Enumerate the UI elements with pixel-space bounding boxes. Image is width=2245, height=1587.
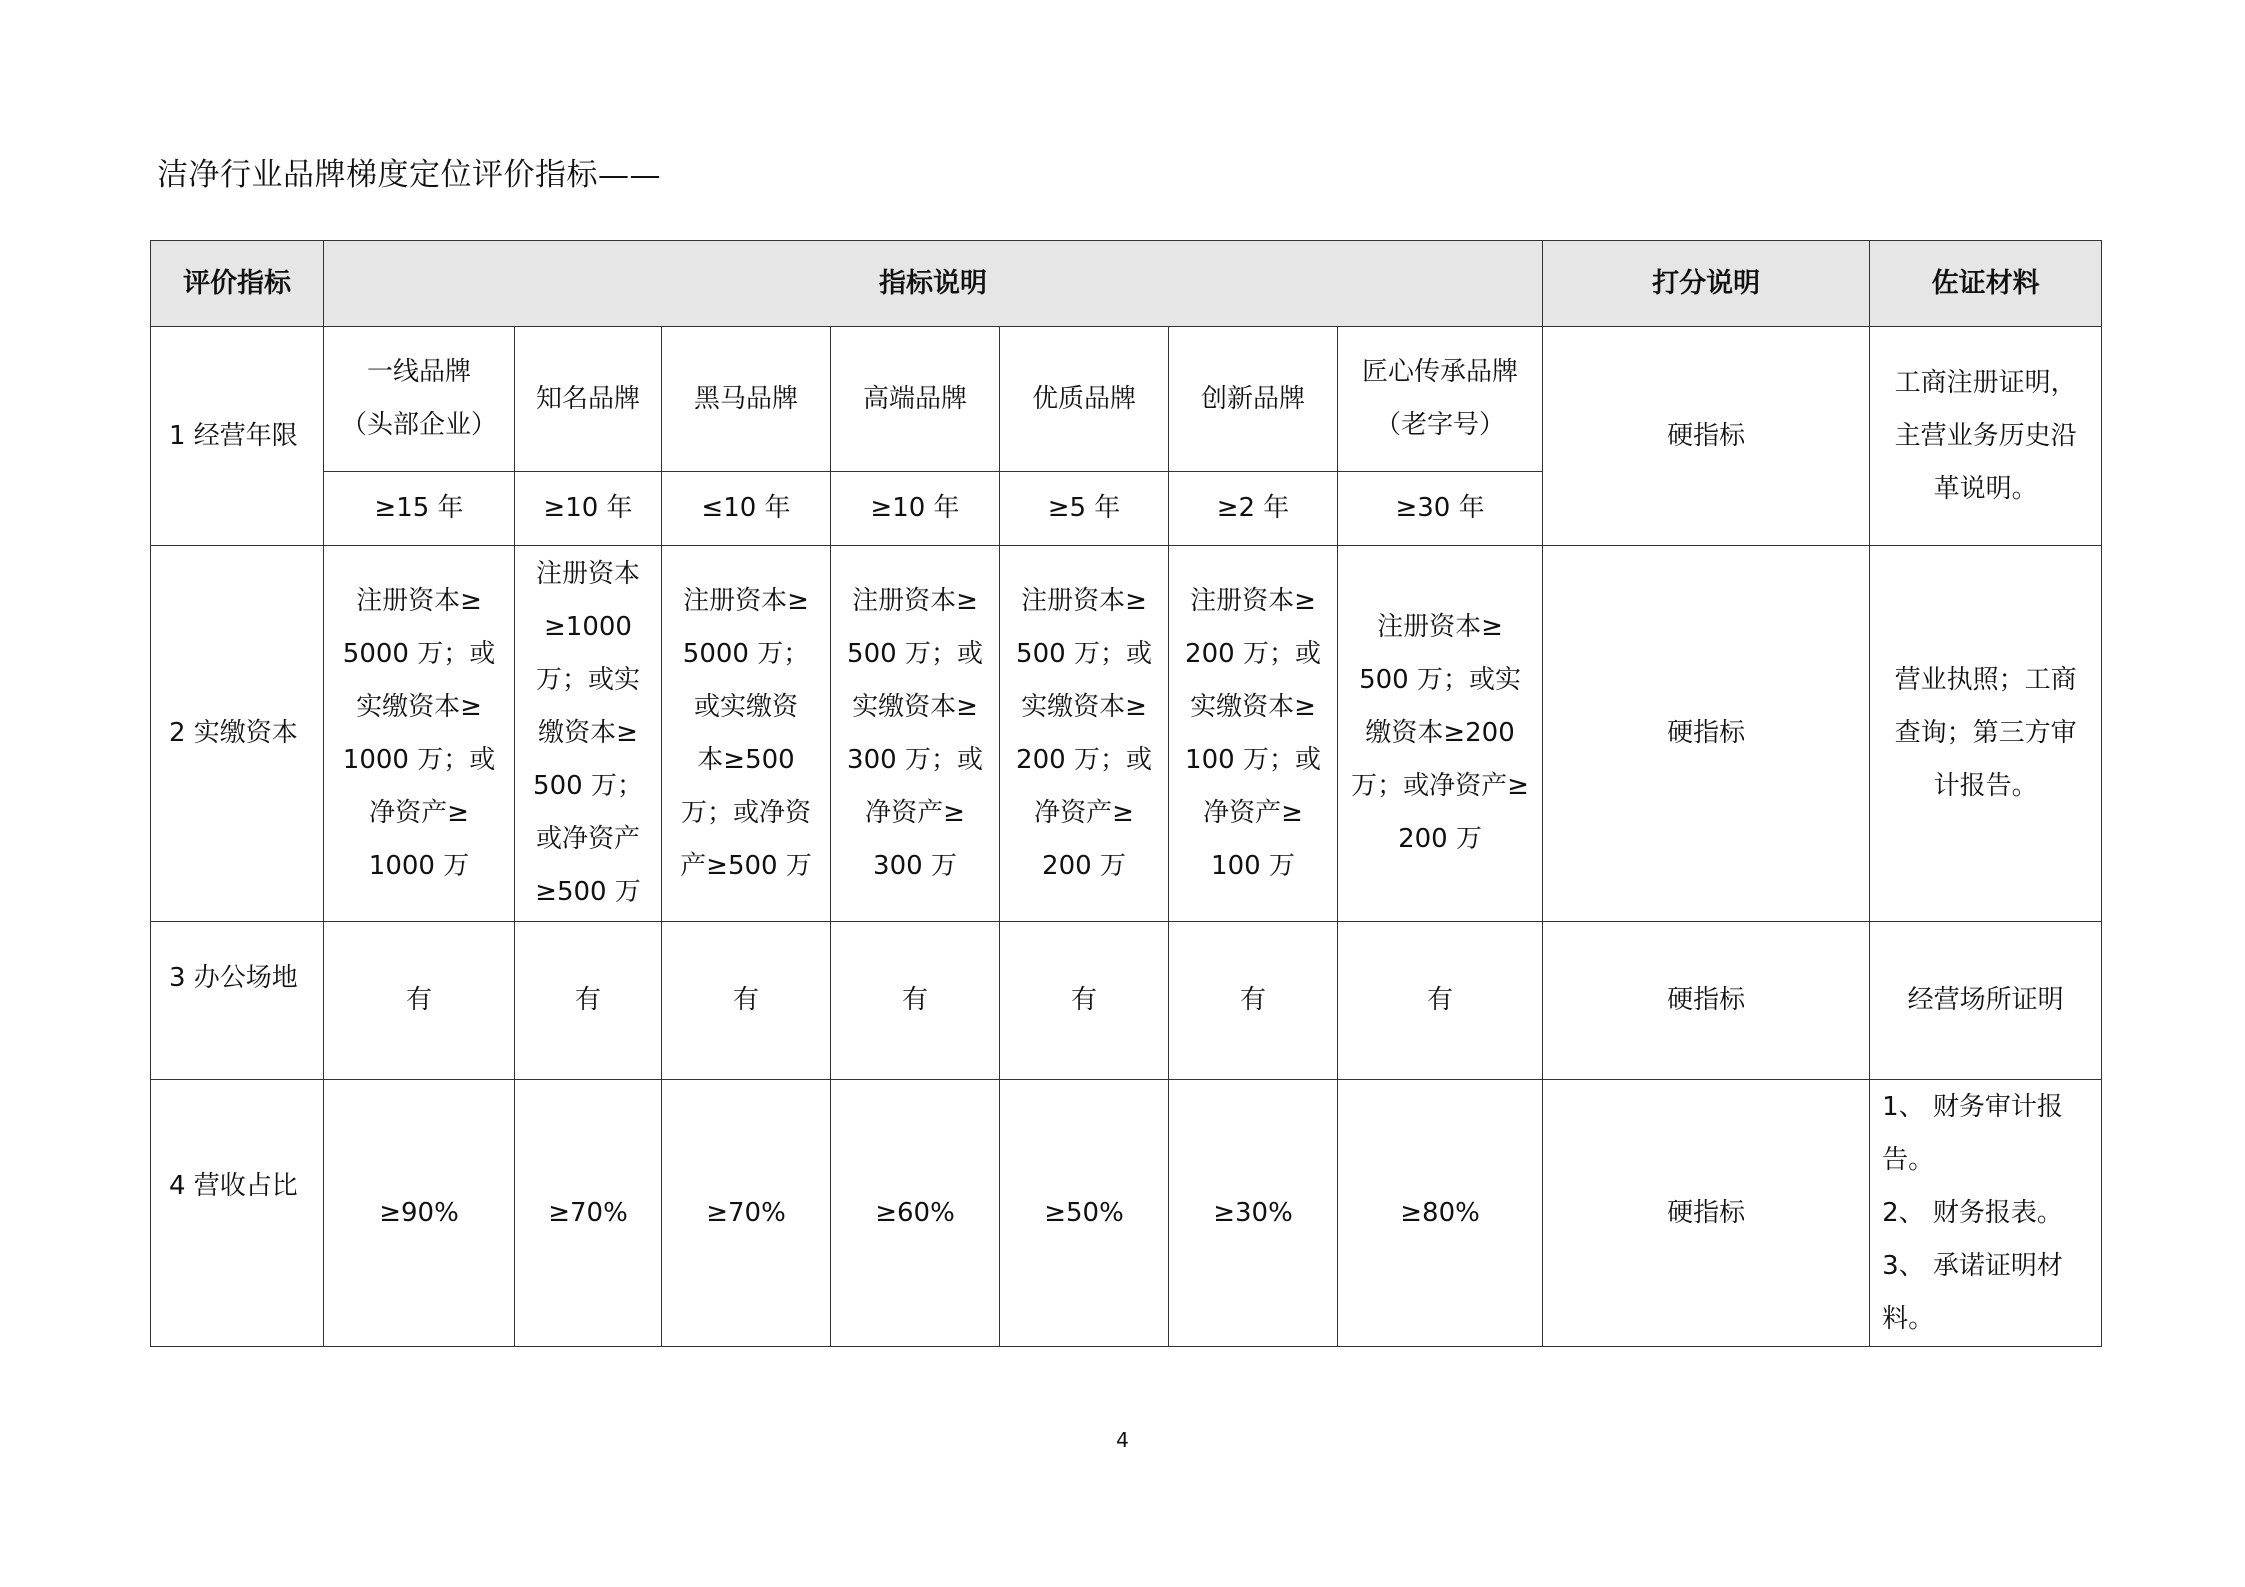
value-cell: ≥70%: [515, 1080, 662, 1347]
value-cell: 有: [831, 922, 1000, 1080]
value-cell: ≥50%: [1000, 1080, 1169, 1347]
value-cell: ≤10 年: [662, 472, 831, 546]
scoring-cell: 硬指标: [1543, 327, 1870, 546]
value-cell: ≥5 年: [1000, 472, 1169, 546]
value-cell: 有: [515, 922, 662, 1080]
page-number: 4: [1116, 1428, 1129, 1452]
value-cell: ≥30%: [1169, 1080, 1338, 1347]
header-evidence: 佐证材料: [1870, 241, 2102, 327]
value-cell: 注册资本≥ 5000 万； 或实缴资 本≥500 万；或净资 产≥500 万: [662, 546, 831, 922]
value-cell: ≥90%: [324, 1080, 515, 1347]
brand-level-cell: 创新品牌: [1169, 327, 1338, 472]
table-row: [151, 546, 2102, 922]
row-label: 1 经营年限: [151, 327, 324, 546]
brand-level-cell: 高端品牌: [831, 327, 1000, 472]
value-cell: ≥2 年: [1169, 472, 1338, 546]
evidence-list: 1、 财务审计报 告。 2、 财务报表。 3、 承诺证明材 料。: [1882, 1091, 2063, 1334]
value-cell: ≥10 年: [831, 472, 1000, 546]
value-cell: 注册资本 ≥1000 万；或实 缴资本≥ 500 万； 或净资产 ≥500 万: [515, 546, 662, 922]
value-cell: 注册资本≥ 500 万；或 实缴资本≥ 200 万；或 净资产≥ 200 万: [1000, 546, 1169, 922]
value-cell: ≥15 年: [324, 472, 515, 546]
header-description: 指标说明: [324, 241, 1543, 327]
scoring-cell: 硬指标: [1543, 546, 1870, 922]
brand-level-cell: 一线品牌 （头部企业）: [324, 327, 515, 472]
brand-level-cell: 优质品牌: [1000, 327, 1169, 472]
row-label: 2 实缴资本: [151, 546, 324, 922]
scoring-cell: 硬指标: [1543, 922, 1870, 1080]
value-cell: 注册资本≥ 500 万；或实 缴资本≥200 万；或净资产≥ 200 万: [1338, 546, 1543, 922]
value-cell: 有: [324, 922, 515, 1080]
value-cell: 有: [1000, 922, 1169, 1080]
value-cell: 有: [1169, 922, 1338, 1080]
value-cell: ≥70%: [662, 1080, 831, 1347]
evaluation-criteria-table: [150, 240, 2102, 1347]
table-header-row: [151, 241, 2102, 327]
scoring-cell: 硬指标: [1543, 1080, 1870, 1347]
row-label: 4 营收占比: [151, 1080, 324, 1347]
evidence-cell: 营业执照；工商 查询；第三方审 计报告。: [1870, 546, 2102, 922]
value-cell: 注册资本≥ 200 万；或 实缴资本≥ 100 万；或 净资产≥ 100 万: [1169, 546, 1338, 922]
table-row: [151, 922, 2102, 1080]
evidence-cell: [1870, 1080, 2102, 1347]
evidence-cell: 工商注册证明， 主营业务历史沿 革说明。: [1870, 327, 2102, 546]
value-cell: ≥30 年: [1338, 472, 1543, 546]
value-cell: 有: [662, 922, 831, 1080]
value-cell: 注册资本≥ 5000 万；或 实缴资本≥ 1000 万；或 净资产≥ 1000 万: [324, 546, 515, 922]
brand-level-cell: 匠心传承品牌 （老字号）: [1338, 327, 1543, 472]
value-cell: ≥80%: [1338, 1080, 1543, 1347]
value-cell: 注册资本≥ 500 万；或 实缴资本≥ 300 万；或 净资产≥ 300 万: [831, 546, 1000, 922]
header-indicator: 评价指标: [151, 241, 324, 327]
row-label: 3 办公场地: [151, 922, 324, 1080]
brand-level-cell: 黑马品牌: [662, 327, 831, 472]
evidence-cell: 经营场所证明: [1870, 922, 2102, 1080]
value-cell: 有: [1338, 922, 1543, 1080]
document-title: 洁净行业品牌梯度定位评价指标——: [157, 157, 661, 193]
brand-level-cell: 知名品牌: [515, 327, 662, 472]
table-row: [151, 1080, 2102, 1347]
value-cell: ≥10 年: [515, 472, 662, 546]
header-scoring: 打分说明: [1543, 241, 1870, 327]
table-row: [151, 327, 2102, 472]
value-cell: ≥60%: [831, 1080, 1000, 1347]
